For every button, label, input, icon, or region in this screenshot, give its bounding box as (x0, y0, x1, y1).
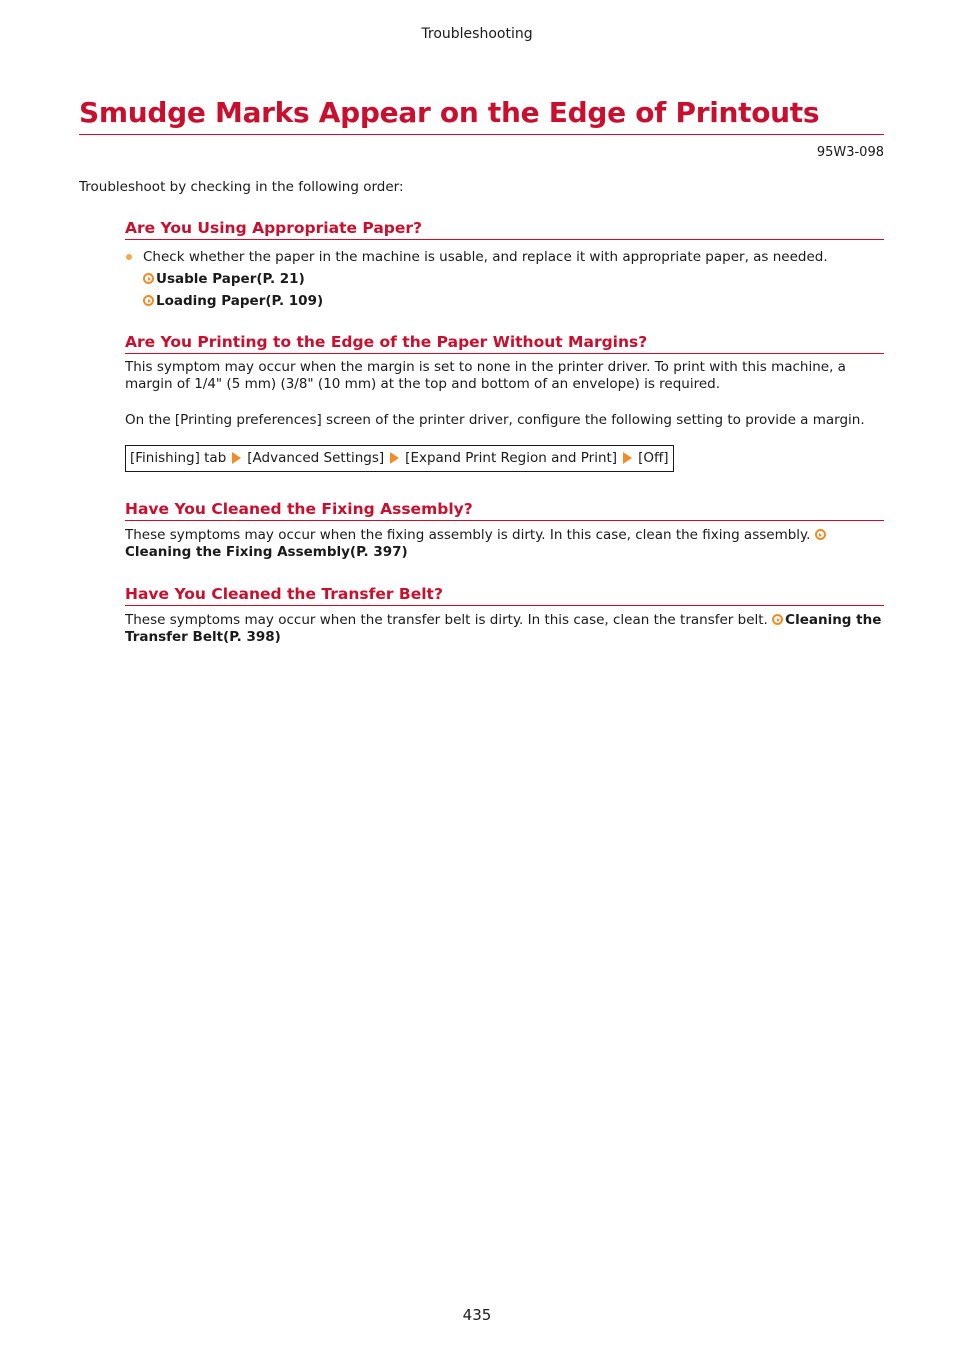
document-id: 95W3-098 (816, 145, 884, 160)
section-heading: Are You Printing to the Edge of the Paper Without Margins? (125, 331, 884, 354)
paragraph-line: margin of 1/4" (5 mm) (3/8" (10 mm) at the top and bottom of an envelope) is required. (125, 376, 721, 392)
bullet-dot-icon (126, 254, 132, 260)
triangle-right-icon (390, 452, 399, 464)
section-heading: Are You Using Appropriate Paper? (125, 217, 884, 240)
link-cleaning-transfer-belt-cont[interactable]: Transfer Belt(P. 398) (125, 629, 281, 645)
link-cleaning-fixing-assembly[interactable]: Cleaning the Fixing Assembly(P. 397) (125, 544, 408, 560)
section-heading: Have You Cleaned the Transfer Belt? (125, 583, 884, 606)
circle-arrow-icon (143, 273, 154, 284)
path-step: [Finishing] tab (130, 450, 227, 466)
bullet-item (125, 246, 884, 268)
page-number: 435 (462, 1306, 492, 1324)
paragraph (125, 527, 884, 561)
path-step: [Advanced Settings] (247, 450, 385, 466)
link-text[interactable]: Loading Paper(P. 109) (156, 293, 324, 309)
paragraph: On the [Printing preferences] screen of the printer driver, configure the following setting to provide a margin. (125, 412, 865, 428)
intro-text: Troubleshoot by checking in the following order: (79, 179, 404, 195)
section-heading: Have You Cleaned the Fixing Assembly? (125, 498, 884, 521)
paragraph-text: These symptoms may occur when the transfer belt is dirty. In this case, clean the transfer belt. (125, 612, 768, 628)
running-header: Troubleshooting (421, 26, 533, 42)
paragraph (125, 612, 884, 646)
section-fixing-assembly (125, 498, 884, 561)
settings-path-box (125, 445, 674, 472)
link-text[interactable]: Usable Paper(P. 21) (156, 271, 305, 287)
circle-arrow-icon (772, 614, 783, 625)
link-loading-paper[interactable] (125, 290, 884, 312)
paragraph-line: This symptom may occur when the margin is set to none in the printer driver. To print with this machine, a (125, 359, 846, 375)
section-transfer-belt (125, 583, 884, 646)
circle-arrow-icon (143, 295, 154, 306)
link-cleaning-transfer-belt[interactable]: Cleaning the (785, 612, 882, 628)
link-usable-paper[interactable] (125, 268, 884, 290)
path-step: [Expand Print Region and Print] (405, 450, 618, 466)
page-title: Smudge Marks Appear on the Edge of Printouts (79, 92, 884, 135)
triangle-right-icon (232, 452, 241, 464)
path-step: [Off] (638, 450, 669, 466)
bullet-text: Check whether the paper in the machine is usable, and replace it with appropriate paper, as needed. (143, 249, 828, 265)
section-appropriate-paper (125, 217, 884, 312)
triangle-right-icon (623, 452, 632, 464)
circle-arrow-icon (815, 529, 826, 540)
paragraph-text: These symptoms may occur when the fixing assembly is dirty. In this case, clean the fixing assembly. (125, 527, 811, 543)
section-printing-to-edge (125, 331, 884, 472)
